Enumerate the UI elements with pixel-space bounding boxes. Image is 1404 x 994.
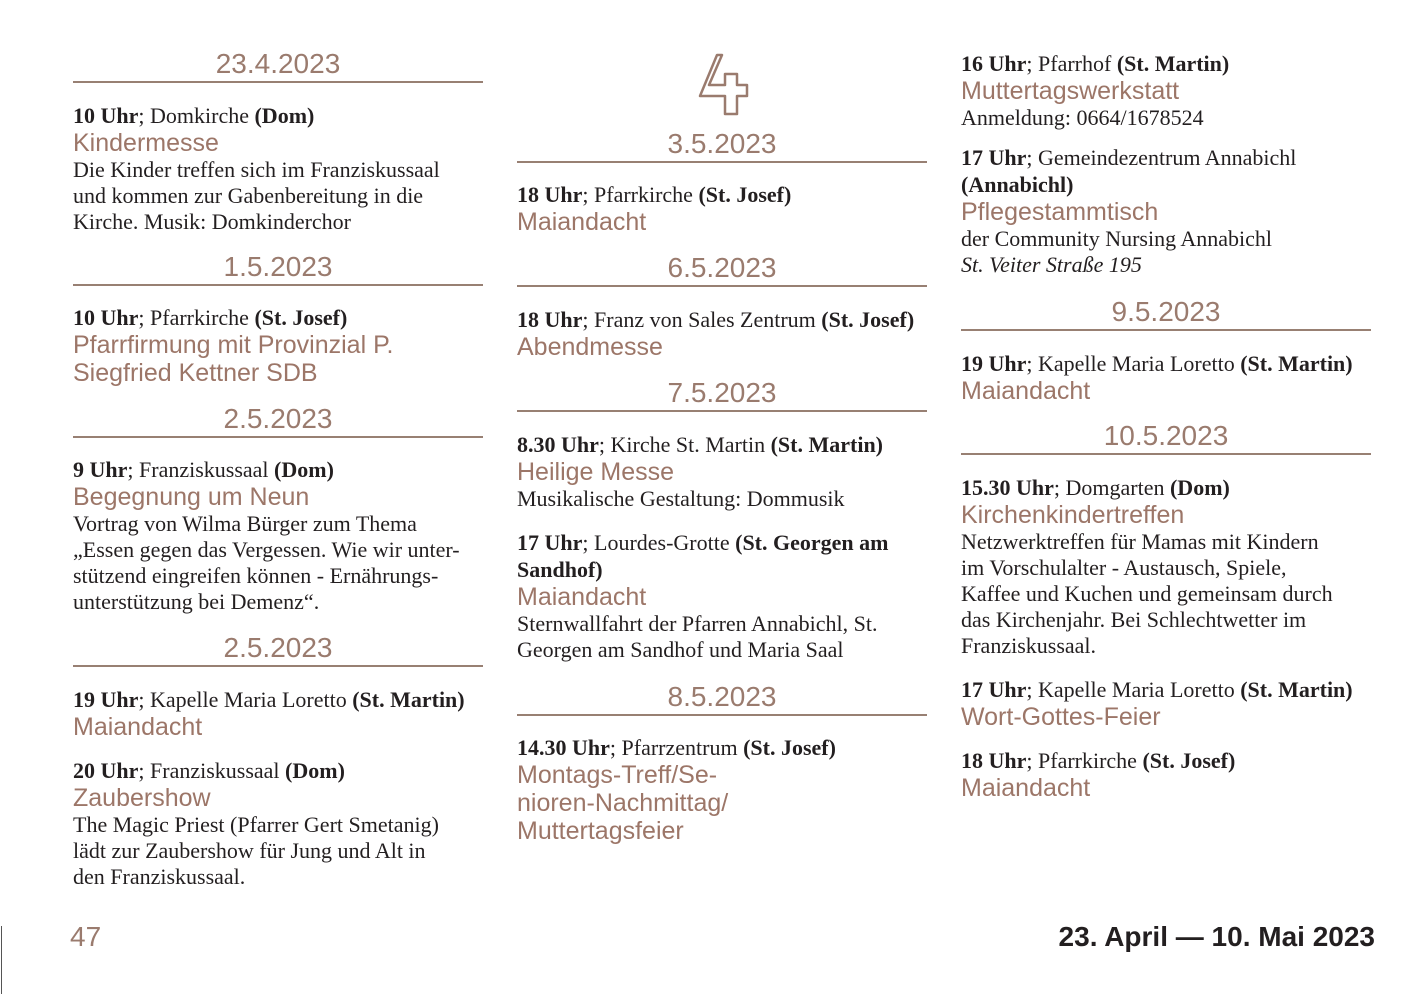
event-time: 18 Uhr: [961, 748, 1027, 773]
date-header: 10.5.2023: [961, 419, 1371, 455]
event-parish: (St. Martin): [770, 432, 884, 457]
event-title: Siegfried Kettner SDB: [73, 359, 318, 387]
event-entry: [73, 304, 483, 387]
date-header: 2.5.2023: [73, 402, 483, 438]
event-parish: (St. Martin): [1240, 677, 1353, 702]
calendar-column-3: [961, 0, 1371, 900]
event-entry: [961, 144, 1371, 278]
event-time: 16 Uhr: [961, 51, 1027, 76]
event-address: St. Veiter Straße 195: [961, 252, 1142, 277]
event-title: Begegnung um Neun: [73, 483, 310, 511]
event-parish: (St. Josef): [821, 307, 915, 332]
event-time: 14.30 Uhr: [517, 735, 610, 760]
event-entry: [961, 676, 1371, 731]
event-entry: [961, 747, 1371, 802]
event-location: ; Pfarrkirche: [138, 305, 255, 330]
event-meta: [961, 50, 1371, 77]
event-description-line: The Magic Priest (Pfarrer Gert Smetanig): [73, 812, 439, 837]
event-description-line: Netzwerktreffen für Mamas mit Kindern: [961, 529, 1319, 554]
event-description-line: stützend eingreifen können - Ernährungs-: [73, 563, 439, 588]
event-entry: [961, 474, 1371, 659]
event-parish: (St. Josef): [254, 305, 348, 330]
event-location: ; Gemeindezentrum Annabichl: [1026, 145, 1297, 170]
event-parish: (St. Martin): [1116, 51, 1230, 76]
event-entry: [517, 529, 927, 663]
event-time: 17 Uhr: [961, 677, 1027, 702]
event-time: 9 Uhr: [73, 457, 128, 482]
date-header: 9.5.2023: [961, 295, 1371, 331]
event-time: 17 Uhr: [517, 530, 583, 555]
event-entry: [961, 350, 1371, 405]
event-description-line: Musikalische Gestaltung: Dommusik: [517, 486, 845, 511]
event-description-line: Kaffee und Kuchen und gemeinsam durch: [961, 581, 1333, 606]
calendar-column-2: [517, 0, 927, 900]
event-title: Kirchenkindertreffen: [961, 501, 1185, 529]
event-meta: [73, 304, 483, 331]
date-header: 3.5.2023: [517, 127, 927, 163]
event-time: 10 Uhr: [73, 103, 139, 128]
event-time: 19 Uhr: [961, 351, 1027, 376]
event-meta: [517, 306, 927, 333]
event-meta: [73, 102, 483, 129]
event-parish: (St. Georgen am: [735, 530, 889, 555]
event-parish: (Dom): [285, 758, 345, 783]
event-meta: [73, 686, 483, 713]
event-parish: (St. Martin): [352, 687, 465, 712]
event-description-line: den Franziskussaal.: [73, 864, 246, 889]
event-description-line: lädt zur Zaubershow für Jung und Alt in: [73, 838, 426, 863]
event-entry: [73, 757, 483, 890]
event-entry: [517, 431, 927, 512]
event-description-line: Vortrag von Wilma Bürger zum Thema: [73, 511, 417, 536]
event-location: ; Kirche St. Martin: [598, 432, 771, 457]
event-parish: (St. Martin): [1240, 351, 1353, 376]
event-meta: [517, 529, 927, 583]
event-title: Maiandacht: [517, 583, 647, 611]
event-time: 19 Uhr: [73, 687, 139, 712]
event-parish-continued: Sandhof): [517, 557, 603, 582]
event-title: Maiandacht: [961, 377, 1091, 405]
page-date-range: 23. April — 10. Mai 2023: [1058, 921, 1375, 952]
page-number: 47: [70, 921, 102, 952]
event-parish: (Dom): [254, 103, 315, 128]
event-location: ; Domkirche: [138, 103, 255, 128]
event-location: ; Domgarten: [1053, 475, 1170, 500]
event-parish: (St. Josef): [1142, 748, 1236, 773]
date-header: 7.5.2023: [517, 376, 927, 412]
event-title: Maiandacht: [73, 713, 203, 741]
event-location: ; Pfarrkirche: [1026, 748, 1143, 773]
calendar-column-1: [73, 0, 483, 900]
event-title: Muttertagsfeier: [517, 817, 684, 845]
event-title: Maiandacht: [961, 774, 1091, 802]
event-location: ; Kapelle Maria Loretto: [1026, 677, 1241, 702]
event-description-line: Sternwallfahrt der Pfarren Annabichl, St.: [517, 611, 878, 636]
page-edge-rule: [1, 926, 2, 994]
event-title: Pflegestammtisch: [961, 198, 1159, 226]
event-title: Maiandacht: [517, 208, 647, 236]
event-meta: [961, 474, 1371, 501]
event-entry: [961, 50, 1371, 131]
event-title: Montags-Treff/Se-: [517, 761, 718, 789]
event-location: ; Franziskussaal: [138, 758, 286, 783]
event-meta: [517, 181, 927, 208]
event-description-line: „Essen gegen das Vergessen. Wie wir unter-: [73, 537, 460, 562]
event-meta: [73, 456, 483, 483]
event-parish: (Annabichl): [961, 172, 1074, 197]
event-meta: [517, 431, 927, 458]
event-description-line: im Vorschulalter - Austausch, Spiele,: [961, 555, 1287, 580]
event-time: 8.30 Uhr: [517, 432, 599, 457]
event-entry: [73, 102, 483, 235]
event-location: ; Kapelle Maria Loretto: [138, 687, 353, 712]
event-title: Abendmesse: [517, 333, 663, 361]
event-location: ; Pfarrhof: [1026, 51, 1117, 76]
event-time: 17 Uhr: [961, 145, 1027, 170]
event-entry: [73, 686, 483, 741]
event-location: ; Pfarrzentrum: [609, 735, 744, 760]
date-header: 2.5.2023: [73, 631, 483, 667]
event-location: ; Pfarrkirche: [582, 182, 699, 207]
event-time: 18 Uhr: [517, 307, 583, 332]
event-meta: [517, 734, 927, 761]
event-meta: [73, 757, 483, 784]
event-description-line: der Community Nursing Annabichl: [961, 226, 1273, 251]
event-meta: [961, 747, 1371, 774]
event-time: 10 Uhr: [73, 305, 139, 330]
event-location: ; Kapelle Maria Loretto: [1026, 351, 1241, 376]
date-header: 1.5.2023: [73, 250, 483, 286]
event-title: Heilige Messe: [517, 458, 675, 486]
date-header: 23.4.2023: [73, 47, 483, 83]
date-header: 6.5.2023: [517, 251, 927, 287]
event-description-line: Die Kinder treffen sich im Franziskussaal: [73, 157, 440, 182]
event-description-line: Franziskussaal.: [961, 633, 1097, 658]
event-description-line: Georgen am Sandhof und Maria Saal: [517, 637, 844, 662]
event-meta: [961, 676, 1371, 703]
event-entry: [517, 306, 927, 361]
event-title: Pfarrfirmung mit Provinzial P.: [73, 331, 394, 359]
event-description-line: unterstützung bei Demenz“.: [73, 589, 320, 614]
event-description-line: das Kirchenjahr. Bei Schlechtwetter im: [961, 607, 1307, 632]
event-entry: [517, 734, 927, 845]
event-meta: [961, 144, 1371, 198]
event-title: Muttertagswerkstatt: [961, 77, 1180, 105]
event-parish: (Dom): [1169, 475, 1230, 500]
event-entry: [517, 181, 927, 236]
event-parish: (St. Josef): [698, 182, 792, 207]
event-description-line: Kirche. Musik: Domkinderchor: [73, 209, 351, 234]
event-location: ; Franz von Sales Zentrum: [582, 307, 822, 332]
event-entry: [73, 456, 483, 615]
event-location: ; Lourdes-Grotte: [582, 530, 736, 555]
event-time: 20 Uhr: [73, 758, 139, 783]
event-time: 18 Uhr: [517, 182, 583, 207]
event-title: nioren-Nachmittag/: [517, 789, 729, 817]
event-title: Wort-Gottes-Feier: [961, 703, 1161, 731]
event-description-line: und kommen zur Gabenbereitung in die: [73, 183, 424, 208]
event-meta: [961, 350, 1371, 377]
event-location: ; Franziskussaal: [127, 457, 275, 482]
date-header: 8.5.2023: [517, 680, 927, 716]
event-parish: (Dom): [274, 457, 334, 482]
event-parish: (St. Josef): [743, 735, 836, 760]
event-description-line: Anmeldung: 0664/1678524: [961, 105, 1204, 130]
event-title: Zaubershow: [73, 784, 211, 812]
event-title: Kindermesse: [73, 129, 219, 157]
event-time: 15.30 Uhr: [961, 475, 1054, 500]
